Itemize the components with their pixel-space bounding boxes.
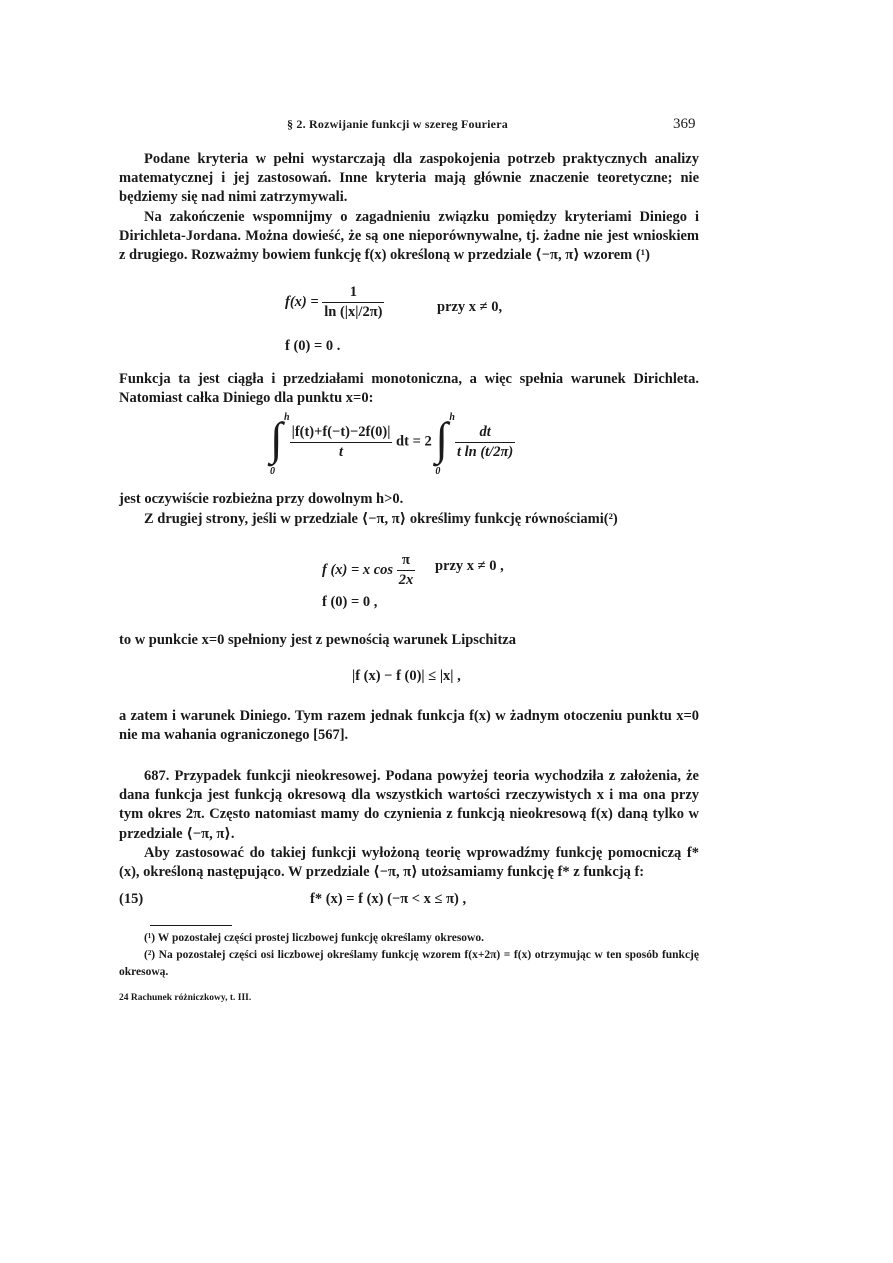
paragraph-1: Podane kryteria w pełni wystarczają dla zaspokojenia potrzeb praktycznych analizy matematycznej i jej zastosowań. Inne kryteria mają głównie znaczenie teoretyczne; nie będziemy się nad nimi zatrzymywali. xyxy=(119,151,699,206)
integral2-lower-limit: 0 xyxy=(435,466,441,477)
integral-middle: dt = 2 xyxy=(396,433,432,450)
equation-15: f* (x) = f (x) (−π < x ≤ π) , xyxy=(310,891,467,907)
footnote-rule xyxy=(150,925,232,926)
paragraph-2: Na zakończenie wspomnijmy o zagadnieniu związku pomiędzy kryteriami Diniego i Dirichleta-Jordana. Można dowieść, że są one nieporównywalne, tj. żadne nie jest wnioskiem z drugiego. Rozważmy bowiem funkcję f(x) określoną w przedziale ⟨−π, π⟩ wzorem (¹) xyxy=(119,209,699,264)
integral2-sign-icon: ∫ xyxy=(435,413,448,464)
paragraph-5: Z drugiej strony, jeśli w przedziale ⟨−π, π⟩ określimy funkcję równościami(²) xyxy=(144,511,618,527)
eq1-denominator: ln (|x|/2π) xyxy=(324,304,383,320)
paragraph-9: Aby zastosować do takiej funkcji wyłożoną teorię wprowadźmy funkcję pomocniczą f* (x), określoną następująco. W przedziale ⟨−π, π⟩ utożsamiamy funkcję f* z funkcją f: xyxy=(119,845,699,881)
integral2-upper-limit: h xyxy=(449,412,455,423)
equation-15-label: (15) xyxy=(119,891,144,907)
footnote-1: (¹) W pozostałej części prostej liczbowej funkcję określamy okresowo. xyxy=(144,932,484,944)
eq3-lhs: f (x) = x cos xyxy=(322,561,394,578)
integrand-denominator: t xyxy=(290,442,393,461)
eq1-condition: przy x ≠ 0, xyxy=(437,299,503,315)
running-title: § 2. Rozwijanie funkcji w szereg Fouriera xyxy=(287,117,508,131)
eq3-fraction xyxy=(397,552,416,589)
footnote-2: (²) Na pozostałej części osi liczbowej określamy funkcję wzorem f(x+2π) = f(x) otrzymując w ten sposób funkcję okresową. xyxy=(119,949,699,978)
integrand2-numerator: dt xyxy=(479,423,491,440)
paragraph-4: jest oczywiście rozbieżna przy dowolnym h>0. xyxy=(119,491,404,507)
integral-upper-limit: h xyxy=(284,412,290,423)
eq3-denominator: 2x xyxy=(398,572,414,588)
paragraph-8 xyxy=(119,767,699,844)
eq1-numerator: 1 xyxy=(349,284,357,300)
section-heading: 687. Przypadek funkcji nieokresowej. xyxy=(144,768,381,784)
signature-mark: 24 Rachunek różniczkowy, t. III. xyxy=(119,993,252,1003)
eq1-lhs: f(x) = xyxy=(285,293,319,310)
eq1-fraction xyxy=(322,284,384,321)
equation-x-cos xyxy=(322,552,415,589)
integral-lower-limit: 0 xyxy=(270,466,275,477)
integral-sign-icon: ∫ xyxy=(270,413,283,464)
equation-f-definition xyxy=(285,284,384,321)
paragraph-7: a zatem i warunek Diniego. Tym razem jednak funkcja f(x) w żadnym otoczeniu punktu x=0 nie ma wahania ograniczonego [567]. xyxy=(119,708,699,744)
eq3-condition: przy x ≠ 0 , xyxy=(435,558,504,574)
integrand-fraction xyxy=(290,424,393,461)
equation-lipschitz: |f (x) − f (0)| ≤ |x| , xyxy=(352,668,461,684)
equation-f-zero: f (0) = 0 . xyxy=(285,338,341,354)
paragraph-6: to w punkcie x=0 spełniony jest z pewnością warunek Lipschitza xyxy=(119,632,516,648)
integrand2-fraction xyxy=(455,424,515,461)
eq3-numerator: π xyxy=(401,552,410,568)
paragraph-3: Funkcja ta jest ciągła i przedziałami monotoniczna, a więc spełnia warunek Dirichleta. Natomiast całka Diniego dla punktu x=0: xyxy=(119,371,699,407)
page-number: 369 xyxy=(673,116,696,132)
footnotes xyxy=(119,930,699,981)
equation-dini-integral xyxy=(270,412,515,477)
equation-f-zero-2: f (0) = 0 , xyxy=(322,594,378,610)
paragraph-8-text: Podana powyżej teoria wychodziła z założenia, że dana funkcja jest funkcją okresową dla wszystkich wartości rzeczywistych x i ma ona przy tym okres 2π. Często natomiast mamy do czynienia z funkcją nieokresową f(x) daną tylko w przedziale ⟨−π, π⟩. xyxy=(119,768,699,842)
integrand2-denominator: t ln (t/2π) xyxy=(456,443,514,460)
integrand-numerator: |f(t)+f(−t)−2f(0)| xyxy=(291,423,391,440)
